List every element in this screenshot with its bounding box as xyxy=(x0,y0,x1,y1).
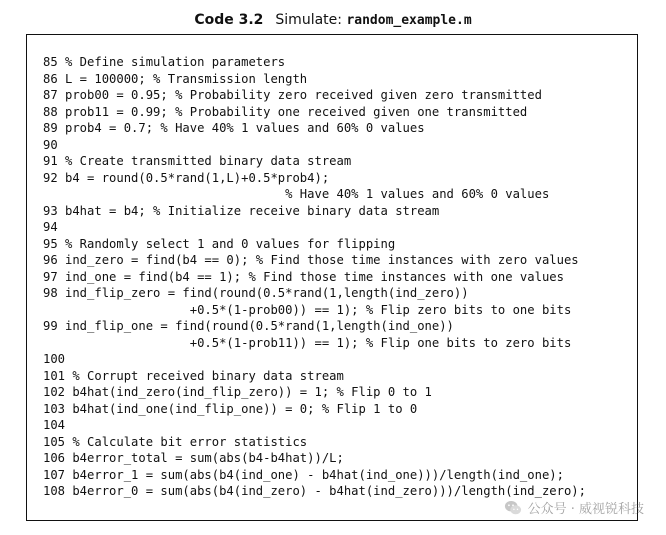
code-line: 95 % Randomly select 1 and 0 values for flipping xyxy=(43,236,396,251)
code-line: 105 % Calculate bit error statistics xyxy=(43,434,308,449)
watermark-text: 公众号 · 威视锐科技 xyxy=(527,502,644,517)
code-line: 86 L = 100000; % Transmission length xyxy=(43,71,308,86)
code-line: 98 ind_flip_zero = find(round(0.5*rand(1,length(ind_zero)) xyxy=(43,286,469,300)
code-line: % Have 40% 1 values and 60% 0 values xyxy=(43,187,550,201)
code-line: 104 xyxy=(43,418,66,432)
code-line: 91 % Create transmitted binary data stream xyxy=(43,154,352,168)
code-line: 96 ind_zero = find(b4 == 0); % Find those time instances with zero values xyxy=(43,253,579,267)
code-line: 103 b4hat(ind_one(ind_flip_one)) = 0; % Flip 1 to 0 xyxy=(43,401,418,416)
code-line: +0.5*(1-prob11)) == 1); % Flip one bits to zero bits xyxy=(43,335,572,350)
code-line: 100 xyxy=(43,352,66,366)
code-caption xyxy=(0,10,666,31)
code-line: +0.5*(1-prob00)) == 1); % Flip zero bits to one bits xyxy=(43,302,572,317)
code-line: 89 prob4 = 0.7; % Have 40% 1 values and 60% 0 values xyxy=(43,121,425,135)
code-line: 102 b4hat(ind_zero(ind_flip_zero)) = 1; % Flip 0 to 1 xyxy=(43,385,432,399)
code-line: 101 % Corrupt received binary data stream xyxy=(43,368,344,383)
wechat-icon xyxy=(504,499,522,517)
caption-filename: random_example.m xyxy=(346,13,472,28)
code-line: 88 prob11 = 0.99; % Probability one received given one transmitted xyxy=(43,104,528,119)
code-line: 94 xyxy=(43,220,58,234)
code-line: 106 b4error_total = sum(abs(b4-b4hat))/L; xyxy=(43,451,344,465)
code-line: 93 b4hat = b4; % Initialize receive binary data stream xyxy=(43,203,440,218)
code-line: 97 ind_one = find(b4 == 1); % Find those time instances with one values xyxy=(43,269,564,284)
code-line: 87 prob00 = 0.95; % Probability zero received given zero transmitted xyxy=(43,88,542,102)
caption-prefix: Simulate: xyxy=(275,12,342,28)
watermark xyxy=(504,498,644,517)
code-line: 92 b4 = round(0.5*rand(1,L)+0.5*prob4); xyxy=(43,170,330,185)
code-line: 107 b4error_1 = sum(abs(b4(ind_one) - b4hat(ind_one)))/length(ind_one); xyxy=(43,467,564,482)
code-line: 108 b4error_0 = sum(abs(b4(ind_zero) - b4hat(ind_zero)))/length(ind_zero); xyxy=(43,484,586,498)
code-line: 85 % Define simulation parameters xyxy=(43,55,286,69)
code-listing xyxy=(43,54,586,500)
caption-label: Code 3.2 xyxy=(194,12,264,28)
code-listing-box xyxy=(26,34,638,521)
code-line: 99 ind_flip_one = find(round(0.5*rand(1,length(ind_one)) xyxy=(43,319,454,333)
code-line: 90 xyxy=(43,137,58,152)
